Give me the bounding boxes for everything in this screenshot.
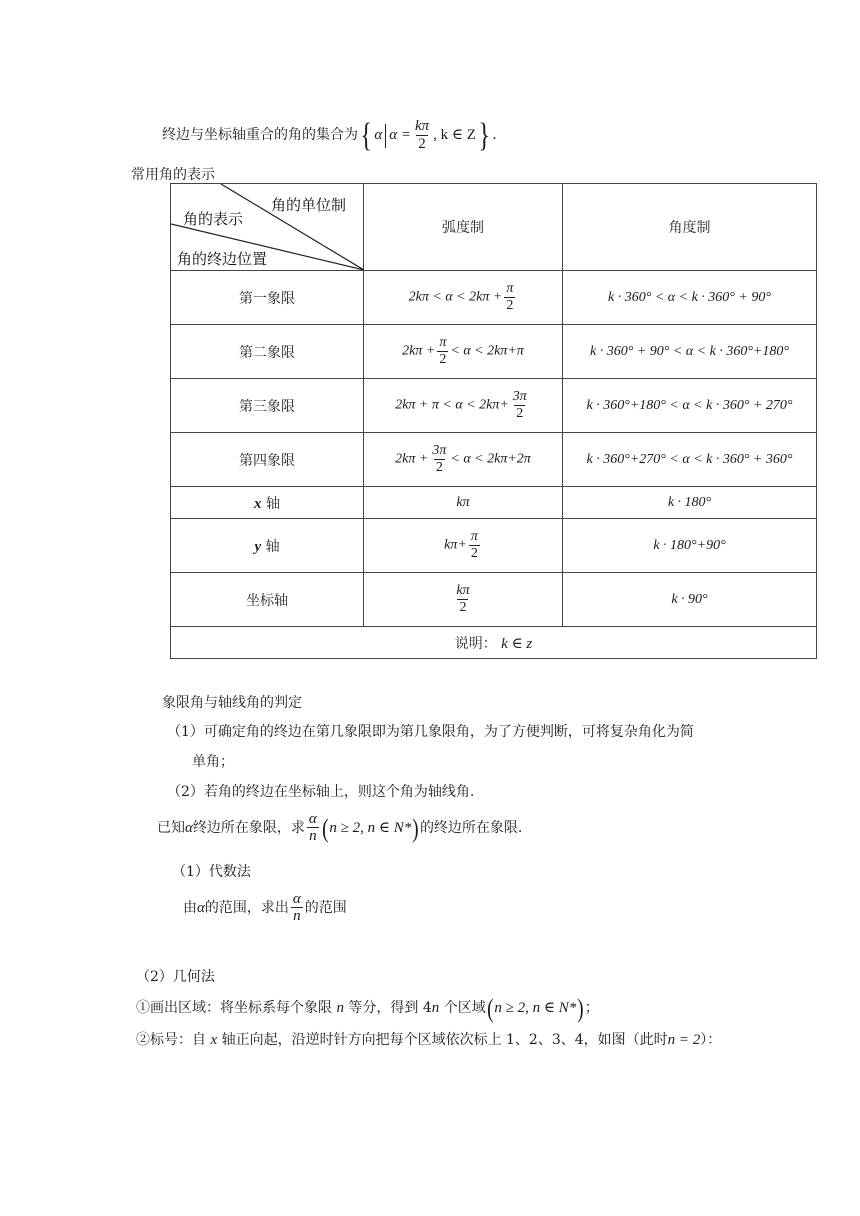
row-radian: 2kπ < α < 2kπ + $\frac{\pi}{2}$ xyxy=(364,271,563,325)
row-position: 第二象限 xyxy=(171,325,364,379)
table-row xyxy=(171,487,817,519)
problem-line: 已知α终边所在象限，求 $\frac{\alpha}{n}$ (n ≥ 2, n ∈ N*)的终边所在象限. xyxy=(157,810,523,845)
row-radian: kπ xyxy=(364,487,563,519)
table-row xyxy=(171,325,817,379)
left-brace: { xyxy=(360,116,372,154)
row-position: 第三象限 xyxy=(171,379,364,433)
table-note-row xyxy=(171,627,817,659)
row-radian: 2kπ + π < α < 2kπ+ $\frac{3\pi}{2}$ xyxy=(364,379,563,433)
diagonal-header-cell xyxy=(171,184,364,271)
right-brace: } xyxy=(478,116,490,154)
set-bar xyxy=(385,124,386,148)
set-fraction: $\frac{k\pi}{2}$ xyxy=(414,118,430,152)
problem-alpha: α xyxy=(185,820,193,836)
method2-step2: ②标号：自 x 轴正向起，沿逆时针方向把每个区域依次标上 1、2、3、4，如图（此时n = 2）： xyxy=(136,1032,722,1048)
row-position-x-axis: x 轴 xyxy=(171,487,364,519)
judge-item1-line1: （1）可确定角的终边在第几象限即为第几象限角，为了方便判断，可将复杂角化为简 xyxy=(167,724,694,740)
terminal-set-line xyxy=(162,112,497,158)
table-caption: 常用角的表示 xyxy=(131,167,215,183)
row-degree: k · 360°+270° < α < k · 360° + 360° xyxy=(563,433,817,487)
row-radian: 2kπ + $\frac{3\pi}{2}$ < α < 2kπ+2π xyxy=(364,433,563,487)
row-degree: k · 90° xyxy=(563,573,817,627)
table-row xyxy=(171,573,817,627)
method1-line: 由α的范围，求出 $\frac{\alpha}{n}$ 的范围 xyxy=(183,890,347,925)
row-degree: k · 360° < α < k · 360° + 90° xyxy=(563,271,817,325)
problem-condition: (n ≥ 2, n ∈ N*) xyxy=(321,813,419,843)
set-alpha: α xyxy=(374,127,383,143)
table-row xyxy=(171,519,817,573)
terminal-set-period: . xyxy=(492,127,497,143)
row-position-coord-axis: 坐标轴 xyxy=(171,573,364,627)
row-position: 第四象限 xyxy=(171,433,364,487)
table-row xyxy=(171,271,817,325)
diag-label-unit: 角的单位制 xyxy=(271,196,347,214)
row-degree: k · 180°+90° xyxy=(563,519,817,573)
method2-title: （2）几何法 xyxy=(136,969,215,985)
diag-label-repr: 角的表示 xyxy=(183,210,244,228)
row-degree: k · 180° xyxy=(563,487,817,519)
table-row xyxy=(171,379,817,433)
table-header-row xyxy=(171,184,817,271)
row-radian: $\frac{k\pi}{2}$ xyxy=(364,573,563,627)
judge-title: 象限角与轴线角的判定 xyxy=(162,695,302,711)
row-degree: k · 360°+180° < α < k · 360° + 270° xyxy=(563,379,817,433)
angle-table xyxy=(170,183,817,659)
method2-step1: ①画出区域：将坐标系每个象限 n 等分，得到 4n 个区域(n ≥ 2, n ∈ N*)； xyxy=(136,993,599,1023)
diag-label-position: 角的终边位置 xyxy=(177,250,268,268)
row-degree: k · 360° + 90° < α < k · 360°+180° xyxy=(563,325,817,379)
row-radian: kπ+ $\frac{\pi}{2}$ xyxy=(364,519,563,573)
method1-title: （1）代数法 xyxy=(172,864,251,880)
set-tail: , k ∈ Z xyxy=(433,127,476,143)
row-radian: 2kπ + $\frac{\pi}{2}$ < α < 2kπ+π xyxy=(364,325,563,379)
table-row xyxy=(171,433,817,487)
judge-item1-line2: 单角； xyxy=(192,754,234,770)
col-header-degree: 角度制 xyxy=(563,184,817,271)
method1-fraction: $\frac{\alpha}{n}$ xyxy=(292,890,301,925)
col-header-radian: 弧度制 xyxy=(364,184,563,271)
row-position-y-axis: y 轴 xyxy=(171,519,364,573)
table-note: 说明： k ∈ z xyxy=(171,627,817,659)
terminal-set-formula xyxy=(358,116,492,154)
row-position: 第一象限 xyxy=(171,271,364,325)
judge-item2: （2）若角的终边在坐标轴上，则这个角为轴线角. xyxy=(167,784,475,800)
problem-fraction: $\frac{\alpha}{n}$ xyxy=(308,810,317,845)
terminal-set-text: 终边与坐标轴重合的角的集合为 xyxy=(162,127,358,143)
set-alpha-eq: α = xyxy=(389,127,411,143)
